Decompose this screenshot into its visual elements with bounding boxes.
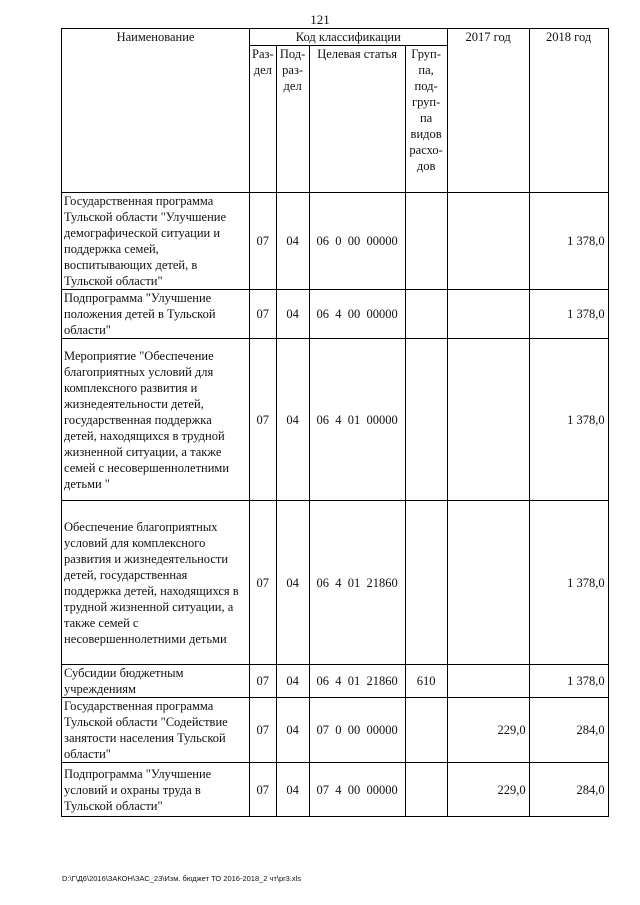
table-row bbox=[62, 290, 609, 339]
row-expense-group bbox=[405, 763, 447, 817]
header-expense-group: Груп- па, под- груп- па видов расхо- дов bbox=[405, 46, 447, 193]
row-target-article: 06 4 01 21860 bbox=[309, 665, 405, 698]
header-code-group: Код классификации bbox=[250, 29, 448, 46]
row-2018: 1 378,0 bbox=[529, 193, 608, 290]
row-expense-group: 610 bbox=[405, 665, 447, 698]
row-2018: 1 378,0 bbox=[529, 501, 608, 665]
row-2017 bbox=[447, 193, 529, 290]
header-subsection: Под- раз- дел bbox=[276, 46, 309, 193]
row-subsection: 04 bbox=[276, 501, 309, 665]
row-subsection: 04 bbox=[276, 290, 309, 339]
table-row bbox=[62, 698, 609, 763]
row-name: Мероприятие "Обеспечение благоприятных условий для комплексного развития и жизнедеятельности детей, государственная поддержка детей, находящихся в трудной жизненной ситуации, а также семей с несовершеннолетними детьми " bbox=[62, 339, 250, 501]
row-2017: 229,0 bbox=[447, 763, 529, 817]
row-target-article: 06 4 01 21860 bbox=[309, 501, 405, 665]
row-subsection: 04 bbox=[276, 339, 309, 501]
table-row bbox=[62, 193, 609, 290]
table-row bbox=[62, 501, 609, 665]
page-number: 121 bbox=[310, 12, 330, 27]
row-name: Подпрограмма "Улучшение положения детей в Тульской области" bbox=[62, 290, 250, 339]
budget-table bbox=[61, 28, 609, 817]
row-subsection: 04 bbox=[276, 698, 309, 763]
row-subsection: 04 bbox=[276, 193, 309, 290]
row-section: 07 bbox=[250, 339, 277, 501]
header-target-article: Целевая статья bbox=[309, 46, 405, 193]
row-target-article: 06 0 00 00000 bbox=[309, 193, 405, 290]
row-2018: 1 378,0 bbox=[529, 290, 608, 339]
row-name: Государственная программа Тульской области "Содействие занятости населения Тульской области" bbox=[62, 698, 250, 763]
row-section: 07 bbox=[250, 193, 277, 290]
row-section: 07 bbox=[250, 698, 277, 763]
row-2018: 1 378,0 bbox=[529, 339, 608, 501]
table-row bbox=[62, 339, 609, 501]
row-expense-group bbox=[405, 290, 447, 339]
row-name: Подпрограмма "Улучшение условий и охраны труда в Тульской области" bbox=[62, 763, 250, 817]
row-target-article: 06 4 01 00000 bbox=[309, 339, 405, 501]
row-subsection: 04 bbox=[276, 665, 309, 698]
row-2017: 229,0 bbox=[447, 698, 529, 763]
table-row bbox=[62, 763, 609, 817]
row-expense-group bbox=[405, 501, 447, 665]
header-name: Наименование bbox=[62, 29, 250, 193]
row-2018: 1 378,0 bbox=[529, 665, 608, 698]
row-2017 bbox=[447, 665, 529, 698]
row-2018: 284,0 bbox=[529, 763, 608, 817]
row-2017 bbox=[447, 339, 529, 501]
row-2018: 284,0 bbox=[529, 698, 608, 763]
footer-file-path: D:\Г\Д6\2016\ЗАКОН\ЗАС_23\Изм. бюджет ТО 2016-2018_2 чт\pr3.xls bbox=[62, 874, 302, 883]
header-year-2017: 2017 год bbox=[447, 29, 529, 193]
row-subsection: 04 bbox=[276, 763, 309, 817]
row-2017 bbox=[447, 290, 529, 339]
row-expense-group bbox=[405, 339, 447, 501]
row-section: 07 bbox=[250, 665, 277, 698]
header-row bbox=[62, 29, 609, 46]
header-section: Раз- дел bbox=[250, 46, 277, 193]
header-year-2018: 2018 год bbox=[529, 29, 608, 193]
row-target-article: 07 0 00 00000 bbox=[309, 698, 405, 763]
row-target-article: 06 4 00 00000 bbox=[309, 290, 405, 339]
row-name: Обеспечение благоприятных условий для комплексного развития и жизнедеятельности детей, государственная поддержка детей, находящихся в трудной жизненной ситуации, а также семей с несовершеннолетними детьми bbox=[62, 501, 250, 665]
row-name: Субсидии бюджетным учреждениям bbox=[62, 665, 250, 698]
row-2017 bbox=[447, 501, 529, 665]
row-name: Государственная программа Тульской области "Улучшение демографической ситуации и поддержка семей, воспитывающих детей, в Тульской области" bbox=[62, 193, 250, 290]
row-expense-group bbox=[405, 698, 447, 763]
row-expense-group bbox=[405, 193, 447, 290]
row-section: 07 bbox=[250, 763, 277, 817]
row-section: 07 bbox=[250, 290, 277, 339]
row-section: 07 bbox=[250, 501, 277, 665]
row-target-article: 07 4 00 00000 bbox=[309, 763, 405, 817]
table-row bbox=[62, 665, 609, 698]
